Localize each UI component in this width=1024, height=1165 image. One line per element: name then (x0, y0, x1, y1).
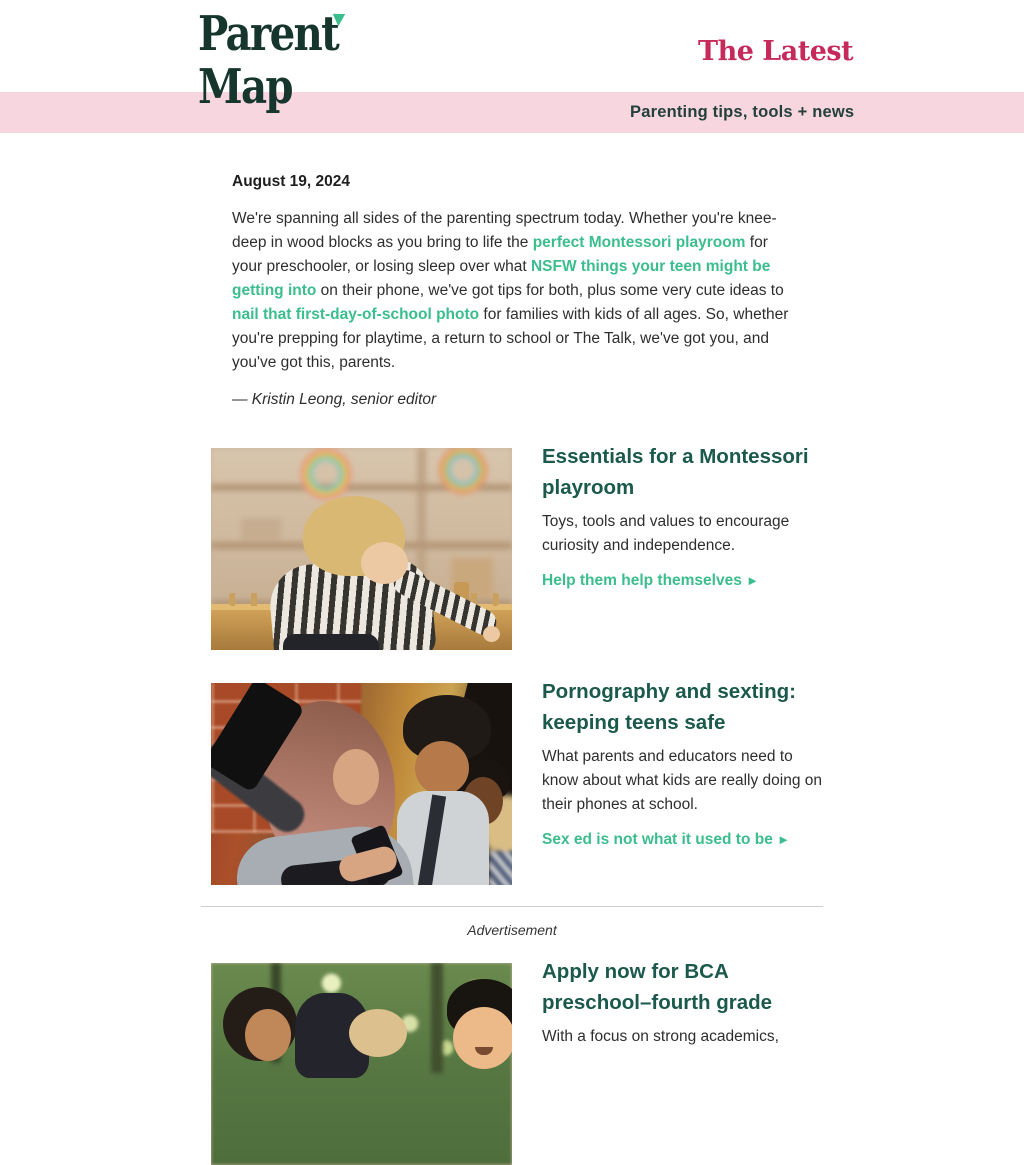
edition-title: The Latest (698, 36, 854, 67)
arrow-right-icon: ► (746, 573, 760, 588)
inline-link-school-photo[interactable]: nail that first-day-of-school photo (232, 306, 480, 323)
arrow-right-icon: ► (777, 832, 790, 847)
article-title[interactable]: Apply now for BCA preschool–fourth grade (542, 960, 773, 1014)
photo-art-trunk (431, 963, 443, 1073)
article-text-col (542, 445, 824, 650)
article-photo-children-outdoors[interactable] (211, 963, 512, 1165)
photo-art-girl-face (333, 749, 379, 805)
photo-art-girl-face (245, 1009, 291, 1061)
article-text-col (542, 960, 824, 1165)
article-photo-teens[interactable] (211, 683, 512, 885)
advertisement-label: Advertisement (467, 922, 557, 938)
logo-line1: Parent (198, 6, 339, 62)
issue-date: August 19, 2024 (232, 173, 351, 190)
inline-link-nsfw[interactable]: NSFW things your teen might be getting into (232, 258, 771, 299)
article-montessori (211, 445, 824, 650)
article-text-col (542, 680, 824, 885)
photo-art-child-pants (283, 634, 379, 650)
photo-art-striped-shirt (489, 851, 512, 885)
intro-text: We're spanning all sides of the parenting spectrum today. Whether you're knee-deep in wood blocks as you bring to life the (232, 210, 777, 251)
newsletter-header (0, 0, 1024, 92)
tagline-banner (0, 92, 1024, 133)
article-photo-montessori[interactable] (211, 448, 512, 650)
cta-label: Sex ed is not what it used to be (542, 831, 773, 848)
article-summary: Toys, tools and values to encourage curiosity and independence. (542, 513, 790, 554)
intro-text: on their phone, we've got tips for both, plus some very cute ideas to (316, 282, 784, 299)
article-summary: What parents and educators need to know about what kids are really doing on their phones at school. (542, 748, 823, 813)
intro-section (200, 173, 824, 409)
article-cta-link[interactable] (542, 831, 824, 849)
article-title[interactable]: Pornography and sexting: keeping teens safe (542, 680, 796, 734)
intro-paragraph (232, 207, 792, 375)
cta-label: Help them help themselves (542, 572, 742, 589)
parentmap-logo[interactable] (198, 8, 349, 114)
editor-signature: — Kristin Leong, senior editor (232, 391, 437, 408)
inline-link-montessori[interactable]: perfect Montessori playroom (532, 234, 746, 251)
newsletter-body (200, 133, 824, 1045)
article-summary: With a focus on strong academics, (542, 1028, 779, 1045)
photo-art-boy-face (453, 1007, 512, 1069)
photo-art-boy-face (415, 741, 469, 795)
photo-art-child-hand (483, 626, 500, 642)
photo-art-blond-head (349, 1009, 407, 1057)
article-teens-safety (211, 680, 824, 885)
article-title[interactable]: Essentials for a Montessori playroom (542, 445, 809, 499)
logo-line2: Map (198, 59, 292, 115)
photo-art-child-face (361, 542, 408, 584)
section-divider (201, 906, 823, 907)
intro-text: for your preschooler, or losing sleep over what (232, 234, 768, 275)
tagline-text: Parenting tips, tools + news (630, 103, 855, 121)
article-cta-link[interactable] (542, 572, 824, 590)
intro-text: for families with kids of all ages. So, whether you're prepping for playtime, a return to school or The Talk, we've got you, and you've got this, parents. (232, 306, 789, 371)
article-bca-ad (211, 960, 824, 1165)
